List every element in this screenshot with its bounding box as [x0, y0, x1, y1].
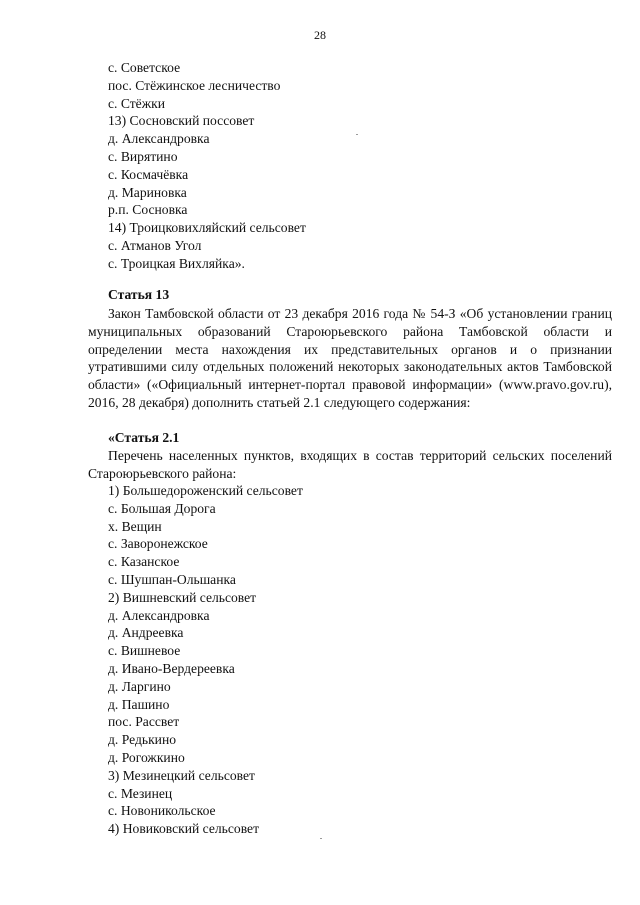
list-item: д. Андреевка — [108, 625, 184, 641]
list-item: пос. Рассвет — [108, 714, 180, 730]
list-item: с. Стёжки — [108, 95, 165, 111]
list-item: р.п. Сосновка — [108, 202, 188, 218]
list-item: д. Ивано-Вердереевка — [108, 660, 235, 676]
article-heading: Статья 13 — [108, 287, 170, 302]
list-item: д. Ларгино — [108, 678, 171, 694]
settlement-list-top — [108, 59, 306, 273]
scan-speck — [320, 838, 322, 839]
list-item: с. Космачёвка — [108, 166, 189, 182]
list-item: д. Редькино — [108, 732, 177, 748]
list-item: 3) Мезинецкий сельсовет — [108, 767, 255, 783]
list-item: 1) Большедороженский сельсовет — [108, 483, 303, 498]
scan-speck — [356, 134, 358, 135]
list-item: с. Вирятино — [108, 148, 178, 164]
list-item: с. Советское — [108, 60, 181, 75]
list-item: с. Атманов Угол — [108, 237, 202, 253]
quoted-article-paragraph: Перечень населенных пунктов, входящих в состав территорий сельских поселений Староюрьевского района: — [88, 448, 612, 481]
list-item: 13) Сосновский поссовет — [108, 113, 255, 129]
list-item: с. Шушпан-Ольшанка — [108, 571, 236, 587]
list-item: д. Александровка — [108, 607, 210, 623]
list-item: д. Мариновка — [108, 184, 187, 200]
list-item: с. Троицкая Вихляйка». — [108, 255, 245, 271]
list-item: д. Рогожкино — [108, 749, 185, 765]
list-item: х. Вещин — [108, 518, 162, 534]
list-item: с. Большая Дорога — [108, 500, 216, 516]
page-number: 28 — [314, 28, 326, 42]
quoted-article-heading: «Статья 2.1 — [108, 430, 180, 445]
list-item: пос. Стёжинское лесничество — [108, 77, 281, 93]
list-item: с. Заворонежское — [108, 536, 208, 552]
list-item: с. Новоникольское — [108, 803, 216, 819]
list-item: д. Александровка — [108, 131, 210, 147]
list-item: 14) Троицковихляйский сельсовет — [108, 220, 306, 236]
article-paragraph: Закон Тамбовской области от 23 декабря 2016 года № 54-З «Об установлении границ муниципальных образований Староюрьевского района Тамбовской области и определении места нахождения их представительных органов и о признании утратившими силу отдельных положений некоторых законодательных актов Тамбовской области» («Официальный интернет-портал правовой информации» (www.pravo.gov.ru), 2016, 28 декабря) дополнить статьей 2.1 следующего содержания: — [88, 306, 612, 410]
list-item: с. Мезинец — [108, 785, 173, 801]
list-item: 2) Вишневский сельсовет — [108, 589, 257, 605]
list-item: с. Казанское — [108, 554, 180, 570]
settlement-list-bottom — [108, 482, 303, 838]
list-item: с. Вишневое — [108, 643, 181, 659]
list-item: 4) Новиковский сельсовет — [108, 821, 260, 837]
list-item: д. Пашино — [108, 696, 170, 712]
